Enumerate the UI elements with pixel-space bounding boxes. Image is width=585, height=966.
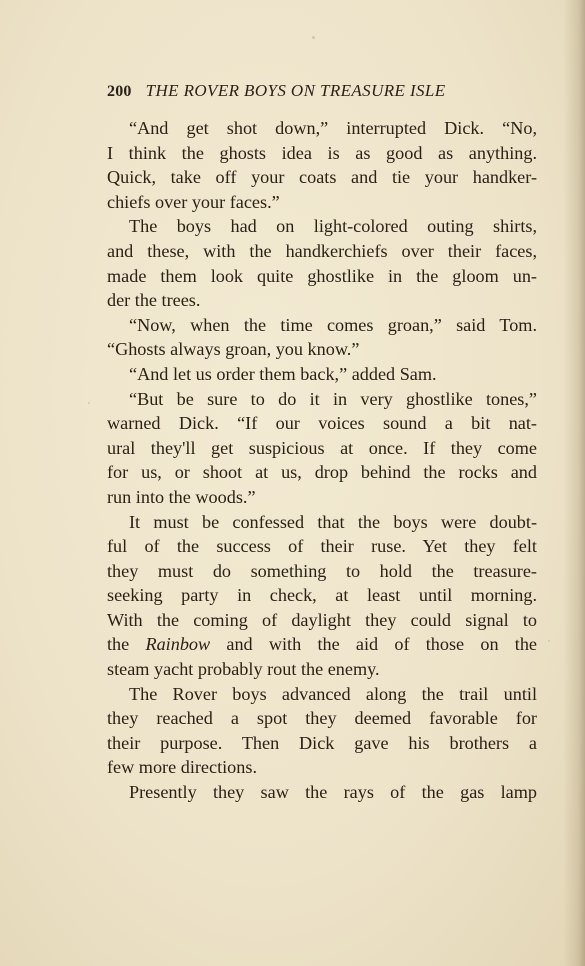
text-line: der the trees. xyxy=(107,290,201,311)
text-line: for us, or shoot at us, drop behind the rocks and xyxy=(107,462,537,483)
running-head xyxy=(107,81,497,105)
text-line: “And let us order them back,” added Sam. xyxy=(129,363,437,384)
paper-speck xyxy=(312,36,315,39)
text-line: they reached a spot they deemed favorable for xyxy=(107,708,537,729)
text-line: Quick, take off your coats and tie your handker- xyxy=(107,167,537,188)
text-line: chiefs over your faces.” xyxy=(107,191,280,212)
text-line: Presently they saw the rays of the gas lamp xyxy=(129,782,537,803)
page-edge-shadow xyxy=(563,0,585,966)
text-line: and these, with the handkerchiefs over their faces, xyxy=(107,240,537,261)
body-text xyxy=(107,116,537,805)
text-fragment: the xyxy=(107,634,130,655)
text-line: seeking party in check, at least until morning. xyxy=(107,585,537,606)
text-line: “But be sure to do it in very ghostlike tones,” xyxy=(129,388,537,409)
text-line: I think the ghosts idea is as good as anything. xyxy=(107,142,537,163)
text-line-with-italic xyxy=(107,632,537,657)
text-line: warned Dick. “If our voices sound a bit nat- xyxy=(107,413,537,434)
text-line: their purpose. Then Dick gave his brothers a xyxy=(107,732,537,753)
text-line: ful of the success of their ruse. Yet they felt xyxy=(107,536,537,557)
text-line: they must do something to hold the treasure- xyxy=(107,560,537,581)
page-number: 200 xyxy=(107,83,132,100)
text-line: made them look quite ghostlike in the gloom un- xyxy=(107,265,537,286)
text-line: few more directions. xyxy=(107,757,257,778)
text-line: The Rover boys advanced along the trail until xyxy=(129,683,537,704)
text-line: ural they'll get suspicious at once. If they come xyxy=(107,437,537,458)
text-line: run into the woods.” xyxy=(107,486,256,507)
paper-speck xyxy=(88,402,90,404)
text-fragment: and with the aid of those on the xyxy=(226,634,537,655)
text-line: The boys had on light-colored outing shirts, xyxy=(129,216,537,237)
text-line: “And get shot down,” interrupted Dick. “No, xyxy=(129,118,537,138)
italic-ship-name: Rainbow xyxy=(145,634,211,655)
text-line: steam yacht probably rout the enemy. xyxy=(107,659,380,680)
book-title: THE ROVER BOYS ON TREASURE ISLE xyxy=(145,81,446,100)
text-line: “Now, when the time comes groan,” said Tom. xyxy=(129,314,537,335)
text-line: It must be confessed that the boys were doubt- xyxy=(129,511,537,532)
text-line: “Ghosts always groan, you know.” xyxy=(107,339,360,360)
paper-speck xyxy=(548,640,550,642)
text-line: With the coming of daylight they could signal to xyxy=(107,609,537,630)
